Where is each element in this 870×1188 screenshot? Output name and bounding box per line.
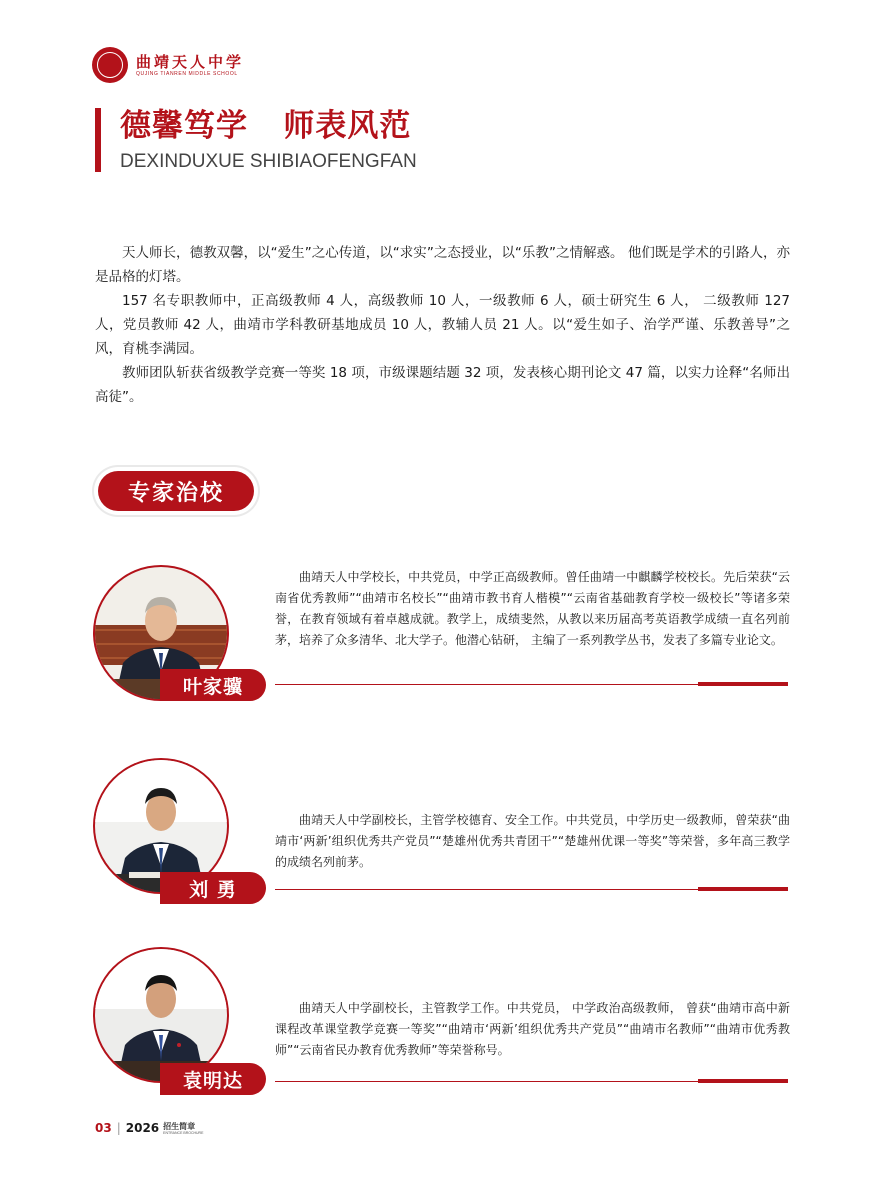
section-heading xyxy=(94,467,258,515)
school-logo xyxy=(92,47,244,83)
portrait-photo xyxy=(95,949,227,1081)
page-number: 03 xyxy=(95,1121,112,1135)
brochure-label-en: ENTRANCE BROCHURE xyxy=(163,1130,204,1135)
person-name-tag xyxy=(160,669,266,701)
person-bio: 曲靖天人中学副校长，主管学校德育、安全工作。中共党员，中学历史一级教师，曾荣获“曲靖市‘两新’组织优秀共产党员”“楚雄州优秀共青团干”“楚雄州优课一等奖”等荣誉，多年高三教学的成绩名列前茅。 xyxy=(275,813,790,869)
person-bio: 曲靖天人中学副校长，主管教学工作。中共党员， 中学政治高级教师， 曾获“曲靖市高中新课程改革课堂教学竞赛一等奖”“曲靖市‘两新’组织优秀共产党员”“曲靖市名教师”“曲靖市优秀教师”“云南省民办教育优秀教师”等荣誉称号。 xyxy=(275,1001,790,1057)
intro-paragraph: 天人师长，德教双馨，以“爱生”之心传道，以“求实”之态授业，以“乐教”之情解惑。 他们既是学术的引路人，亦是品格的灯塔。 xyxy=(95,245,790,285)
school-name-cn: 曲靖天人中学 xyxy=(136,52,245,71)
page-title: 德馨笃学 师表风范 xyxy=(120,108,412,144)
school-seal-icon xyxy=(92,47,128,83)
person-name-tag xyxy=(160,1063,266,1095)
vice-principal-portrait-image xyxy=(95,949,227,1081)
person-name: 叶家骥 xyxy=(182,675,243,698)
footer-brochure-label xyxy=(163,1122,203,1135)
divider-accent xyxy=(698,682,788,686)
divider-accent xyxy=(698,887,788,891)
page-footer xyxy=(95,1121,203,1135)
intro-text xyxy=(95,241,790,409)
seal-ring xyxy=(97,52,123,78)
person-name: 袁明达 xyxy=(182,1069,243,1092)
intro-paragraph: 教师团队斩获省级教学竞赛一等奖 18 项，市级课题结题 32 项，发表核心期刊论文 47 篇，以实力诠释“名师出高徒”。 xyxy=(95,365,790,405)
logo-text xyxy=(136,53,244,78)
page-subtitle: DEXINDUXUE SHIBIAOFENGFAN xyxy=(120,151,417,172)
person-bio: 曲靖天人中学校长，中共党员，中学正高级教师。曾任曲靖一中麒麟学校校长。先后荣获“云南省优秀教师”“曲靖市名校长”“曲靖市教书育人楷模”“云南省基础教育学校一级校长”等诸多荣誉，在教育领域有着卓越成就。教学上，成绩斐然，从教以来历届高考英语教学成绩一直名列前茅，培养了众多清华、北大学子。他潜心钻研， 主编了一系列教学丛书，发表了多篇专业论文。 xyxy=(275,570,790,647)
person-name-tag xyxy=(160,872,266,904)
intro-paragraph: 157 名专职教师中，正高级教师 4 人，高级教师 10 人，一级教师 6 人，硕士研究生 6 人， 二级教师 127 人，党员教师 42 人，曲靖市学科教研基地成员 10 人，教辅人员 21 人。以“爱生如子、治学严谨、乐教善导”之风，育桃李满园。 xyxy=(95,293,790,357)
person-name: 刘 勇 xyxy=(189,878,237,901)
divider-accent xyxy=(698,1079,788,1083)
brochure-label-cn: 招生简章 xyxy=(163,1121,196,1131)
school-name-en: QUJING TIANREN MIDDLE SCHOOL xyxy=(136,70,238,77)
footer-separator: | xyxy=(116,1121,121,1135)
title-accent-bar xyxy=(95,108,101,172)
footer-year: 2026 xyxy=(125,1121,160,1135)
section-heading-label: 专家治校 xyxy=(98,471,254,511)
